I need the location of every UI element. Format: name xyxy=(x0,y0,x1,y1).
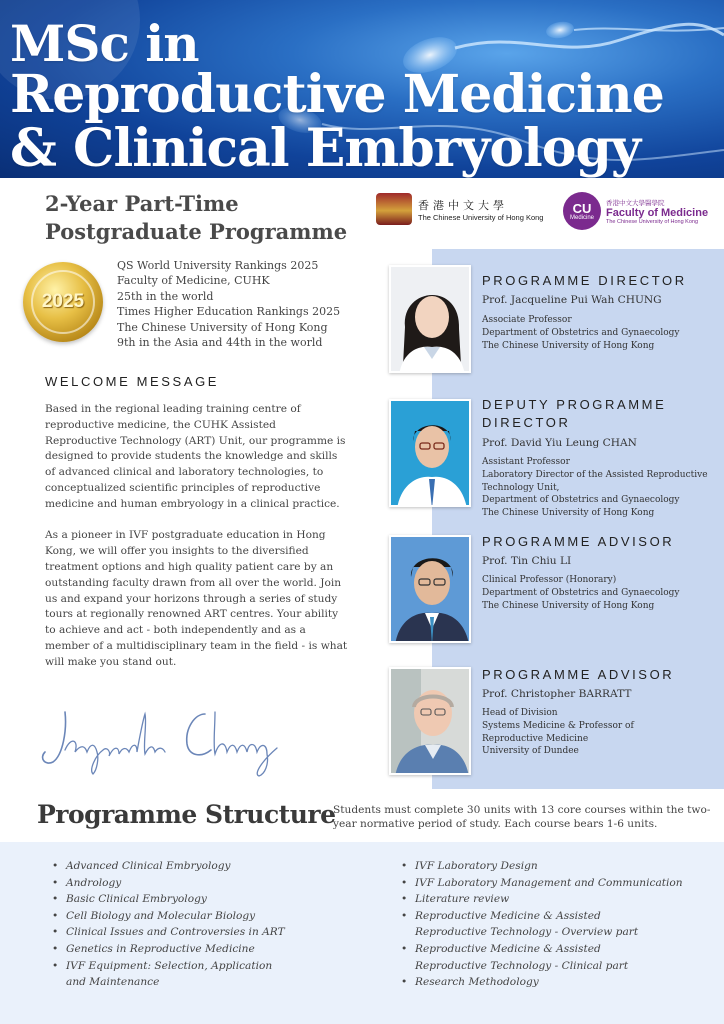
subtitle-line-1: 2-Year Part-Time xyxy=(45,191,239,216)
person-details: Head of Division Systems Medicine & Professor of Reproductive Medicine University of Dundee xyxy=(482,708,634,757)
ranking-line: The Chinese University of Hong Kong xyxy=(117,320,328,334)
faculty-name-cn: 香港中文大學醫學院 xyxy=(606,199,665,207)
subtitle-line-2: Postgraduate Programme xyxy=(45,219,348,244)
course-item: • IVF Equipment: Selection, Application and Maintenance xyxy=(52,958,292,991)
ranking-line: 9th in the Asia and 44th in the world xyxy=(117,336,323,350)
course-item: • IVF Laboratory Design xyxy=(401,858,701,875)
welcome-heading: WELCOME MESSAGE xyxy=(45,374,220,389)
cuhk-name-cn: 香港中文大學 xyxy=(418,198,508,212)
programme-structure-heading: Programme Structure xyxy=(37,800,336,829)
cu-medicine-icon: CU Medicine xyxy=(563,192,601,230)
welcome-paragraph-2: As a pioneer in IVF postgraduate education in Hong Kong, we will offer you insights to the diversified treatment options and high quality patient care by an outstanding faculty drawn from all over the world. Join us and expand your horizons through a series of study tours at regionally renowned ART centres. Your ability to achieve and act - both independently and as a member of a multidisciplinary team in the field - is what will make you stand out. xyxy=(45,529,348,668)
faculty-name-en: Faculty of Medicine xyxy=(606,206,709,219)
cuhk-logo xyxy=(376,193,543,225)
course-item: • Literature review xyxy=(401,891,701,908)
welcome-message xyxy=(45,402,350,671)
title-line-3: & Clinical Embryology xyxy=(10,118,641,178)
course-list-right xyxy=(401,858,701,991)
role-programme-director: PROGRAMME DIRECTOR xyxy=(482,273,687,288)
faculty-university-en: The Chinese University of Hong Kong xyxy=(606,218,699,225)
course-item: • Basic Clinical Embryology xyxy=(52,891,352,908)
rankings-block xyxy=(117,258,340,350)
course-item: • Research Methodology xyxy=(401,974,701,991)
title-line-1: MSc in xyxy=(10,14,199,73)
person-name: Prof. Jacqueline Pui Wah CHUNG xyxy=(482,294,662,306)
ranking-line: Faculty of Medicine, CUHK xyxy=(117,274,270,288)
role-deputy-director: DEPUTY PROGRAMME DIRECTOR xyxy=(482,397,667,430)
course-item: • Andrology xyxy=(52,875,352,892)
faculty-of-medicine-logo xyxy=(563,192,708,230)
director-photo xyxy=(389,265,471,373)
person-name: Prof. Christopher BARRATT xyxy=(482,688,632,700)
course-item: • Clinical Issues and Controversies in ART xyxy=(52,924,352,941)
person-name: Prof. Tin Chiu LI xyxy=(482,555,572,567)
role-programme-advisor: PROGRAMME ADVISOR xyxy=(482,667,675,682)
course-item: • Cell Biology and Molecular Biology xyxy=(52,908,352,925)
cuhk-name-en: The Chinese University of Hong Kong xyxy=(418,212,544,222)
medal-year: 2025 xyxy=(41,291,85,312)
ranking-line: QS World University Rankings 2025 xyxy=(117,259,319,272)
course-item: • Reproductive Medicine & Assisted Reproductive Technology - Overview part xyxy=(401,908,671,941)
person-name: Prof. David Yiu Leung CHAN xyxy=(482,437,637,449)
deputy-director-photo xyxy=(389,399,471,507)
programme-subtitle xyxy=(45,190,347,246)
course-item: • Genetics in Reproductive Medicine xyxy=(52,941,352,958)
course-item: • Reproductive Medicine & Assisted Reproductive Technology - Clinical part xyxy=(401,941,671,974)
ranking-line: 25th in the world xyxy=(117,289,214,303)
person-details: Clinical Professor (Honorary) Department of Obstetrics and Gynaecology The Chinese University of Hong Kong xyxy=(482,575,680,611)
ranking-line: Times Higher Education Rankings 2025 xyxy=(117,305,341,319)
hero-banner xyxy=(0,0,724,178)
person-details: Assistant Professor Laboratory Director of the Assisted Reproductive Technology Unit, Department of Obstetrics and Gynaecology The Chinese University of Hong Kong xyxy=(482,457,708,519)
course-list-left xyxy=(52,858,352,991)
welcome-paragraph-1: Based in the regional leading training centre of reproductive medicine, the CUHK Assisted Reproductive Technology (ART) Unit, our programme is designed to provide students the knowledge and skills of advanced clinical and laboratory technologies, to conceptualized scientific principles of reproductive medicine and human embryology in a clinical practice. xyxy=(45,403,346,510)
cuhk-crest-icon xyxy=(376,193,412,225)
person-details: Associate Professor Department of Obstetrics and Gynaecology The Chinese University of Hong Kong xyxy=(482,315,680,351)
advisor-li-photo xyxy=(389,535,471,643)
title-line-2: Reproductive Medicine xyxy=(10,64,664,125)
signature-image xyxy=(35,700,285,780)
course-item: • IVF Laboratory Management and Communication xyxy=(401,875,701,892)
advisor-barratt-photo xyxy=(389,667,471,775)
programme-structure-description: Students must complete 30 units with 13 core courses within the two-year normative period of study. Each course bears 1-6 units. xyxy=(333,804,711,830)
course-item: • Advanced Clinical Embryology xyxy=(52,858,352,875)
ranking-medal-icon xyxy=(23,262,103,342)
role-programme-advisor: PROGRAMME ADVISOR xyxy=(482,534,675,549)
